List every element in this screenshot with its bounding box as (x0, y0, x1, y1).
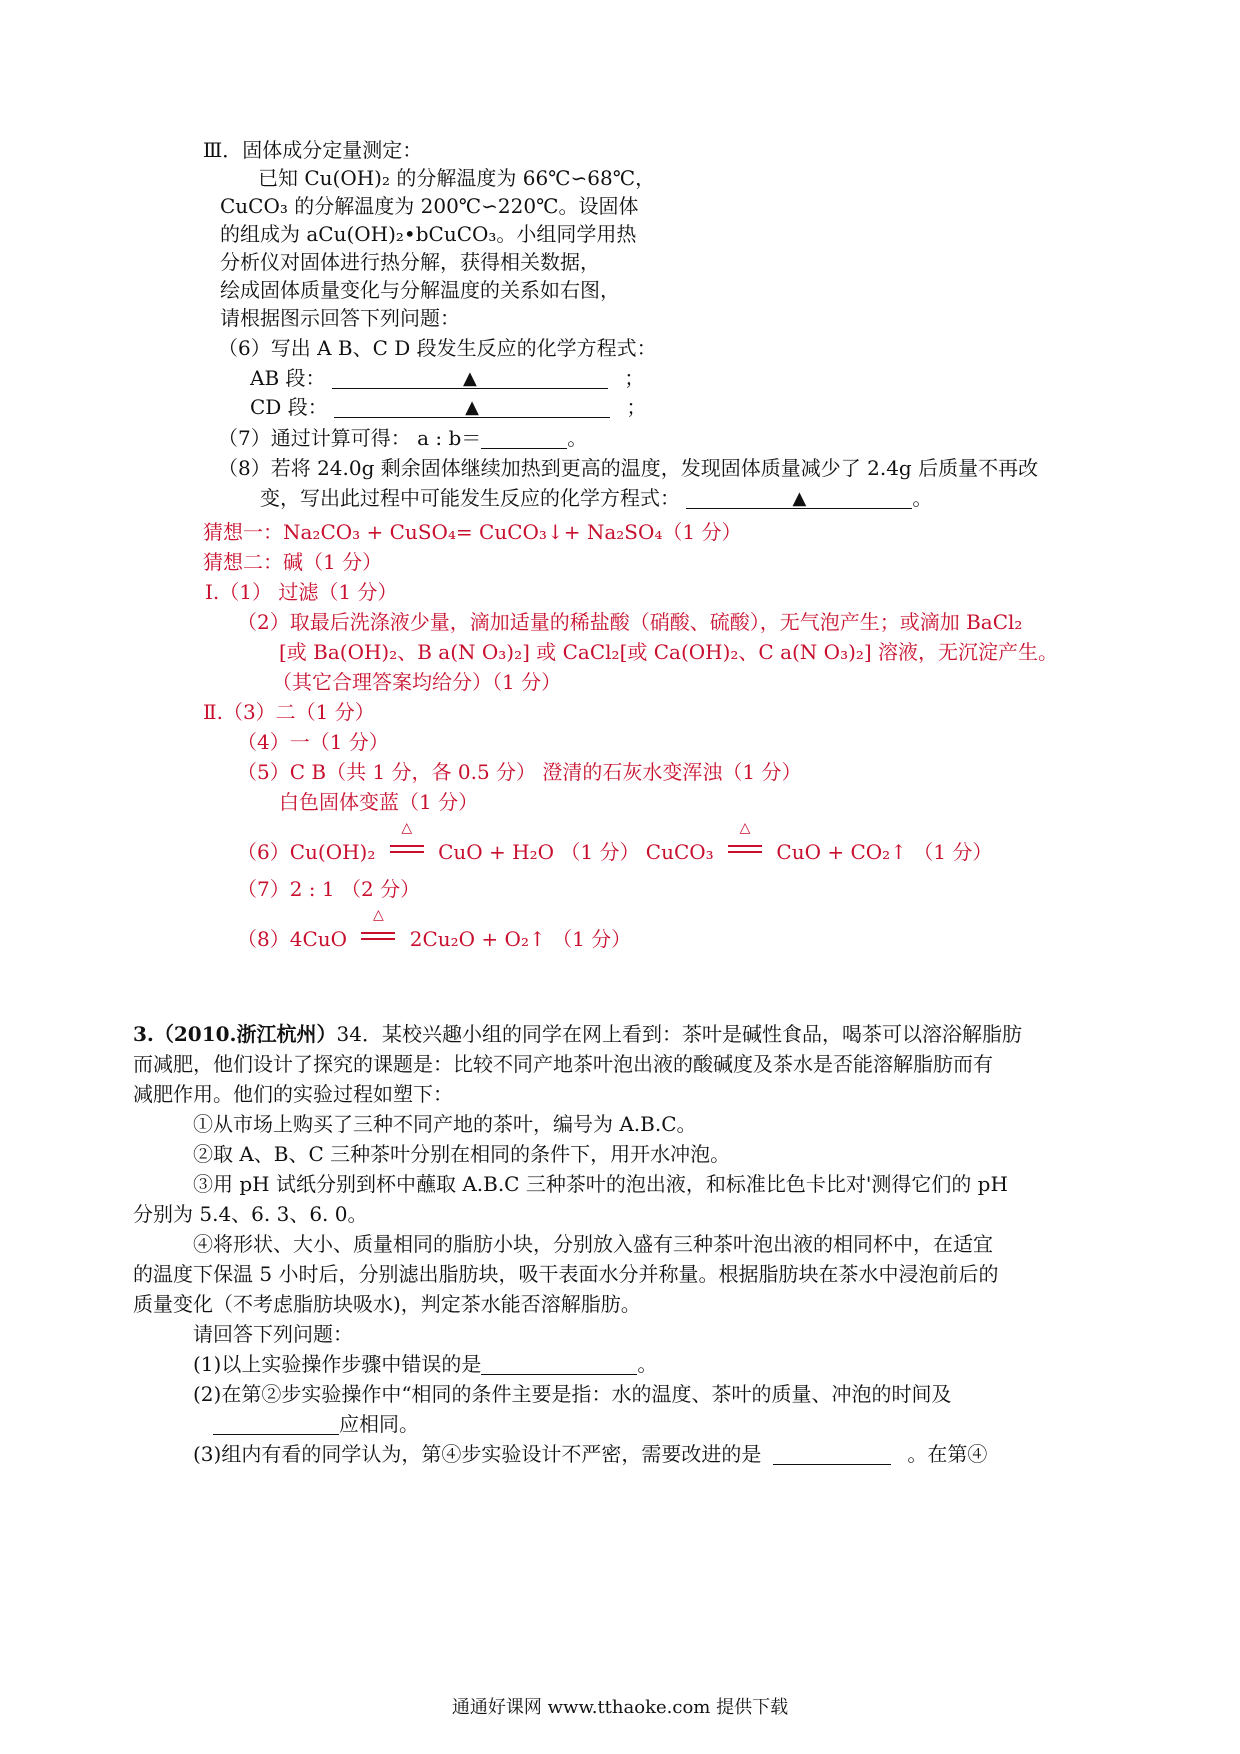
question-3-line-1 (133, 1020, 1022, 1048)
answer-blank-q8[interactable] (686, 488, 912, 509)
answer-blank-1[interactable] (481, 1354, 637, 1375)
step-3-line-2: 分别为 5.4、6. 3、6. 0。 (133, 1202, 368, 1226)
sub-question-text: 应相同。 (339, 1412, 419, 1436)
answer-blank-3[interactable] (773, 1444, 891, 1465)
paragraph-line: 绘成固体质量变化与分解温度的关系如右图， (220, 278, 620, 302)
step-4-line-3: 质量变化（不考虑脂肪块吸水)，判定茶水能否溶解脂肪。 (133, 1292, 641, 1316)
question-7-text: （7）通过计算可得： a : b＝ (218, 426, 482, 450)
sub-question-text: (3)组内有看的同学认为，第④步实验设计不严密，需要改进的是 (193, 1442, 762, 1466)
delta-symbol: △ (739, 820, 751, 836)
delta-symbol: △ (373, 907, 384, 923)
ab-label: AB 段： (250, 366, 326, 390)
section-heading: Ⅲ．固体成分定量测定： (203, 138, 423, 162)
sub-question-1 (193, 1350, 657, 1378)
period: 。 (912, 486, 933, 510)
answer-2-line-3: （其它合理答案均给分）（1 分） (272, 670, 562, 694)
answer-8 (237, 907, 632, 953)
answer-1: Ⅰ.（1） 过滤（1 分） (205, 580, 398, 604)
triangle-marker: ▲ (465, 397, 479, 418)
triangle-marker: ▲ (792, 488, 807, 509)
question-6-ab-line (250, 364, 644, 392)
equation-products: CuO + CO₂↑ （1 分） (776, 840, 993, 864)
period: 。 (637, 1352, 658, 1376)
equation-products: 2Cu₂O + O₂↑ （1 分） (409, 927, 632, 951)
triangle-marker: ▲ (462, 368, 477, 389)
step-4-line-2: 的温度下保温 5 小时后，分别滤出脂肪块，吸干表面水分并称量。根据脂肪块在茶水中浸泡前后的 (133, 1262, 999, 1286)
delta-symbol: △ (401, 820, 413, 836)
paragraph-line: 已知 Cu(OH)₂ 的分解温度为 66℃∽68℃， (258, 166, 656, 190)
sub-question-2-line-1: (2)在第②步实验操作中“相同的条件主要是指：水的温度、茶叶的质量、冲泡的时间及 (193, 1382, 952, 1406)
heating-equals-icon (726, 820, 764, 861)
answer-guess-1: 猜想一：Na₂CO₃ + CuSO₄= CuCO₃↓+ Na₂SO₄（1 分） (203, 520, 742, 544)
answer-4: （4）一（1 分） (237, 730, 389, 754)
question-8-line-1: （8）若将 24.0g 剩余固体继续加热到更高的温度，发现固体质量减少了 2.4g 后质量不再改 (218, 456, 1039, 480)
paragraph-line: 的组成为 aCu(OH)₂•bCuCO₃。小组同学用热 (220, 222, 637, 246)
answer-blank-cd[interactable] (334, 397, 610, 418)
semicolon: ； (624, 366, 645, 390)
step-3-line-1: ③用 pH 试纸分别到杯中蘸取 A.B.C 三种茶叶的泡出液，和标准比色卡比对'测得它们的 pH (193, 1172, 1008, 1196)
cd-label: CD 段： (250, 395, 328, 419)
answer-5-line-2: 白色固体变蓝（1 分） (279, 790, 479, 814)
sub-question-3 (193, 1440, 987, 1468)
paragraph-line: CuCO₃ 的分解温度为 200℃∽220℃。设固体 (220, 194, 639, 218)
question-3-line-2: 而减肥，他们设计了探究的课题是：比较不同产地茶叶泡出液的酸碱度及茶水是否能溶解脂肪而有 (133, 1052, 993, 1076)
answer-2-line-1: （2）取最后洗涤液少量，滴加适量的稀盐酸（硝酸、硫酸），无气泡产生；或滴加 BaCl₂ (237, 610, 1023, 634)
answer-5-line-1: （5）C B（共 1 分，各 0.5 分） 澄清的石灰水变浑浊（1 分） (237, 760, 802, 784)
sub-question-text: 。在第④ (907, 1442, 988, 1466)
answer-6 (237, 820, 993, 866)
heating-equals-icon (359, 907, 397, 948)
answer-prompt: 请回答下列问题： (193, 1322, 353, 1346)
question-6-cd-line (250, 393, 646, 421)
equation-products: CuO + H₂O （1 分） CuCO₃ (438, 840, 714, 864)
answer-guess-2: 猜想二：碱（1 分） (203, 550, 383, 574)
answer-2-line-2: [或 Ba(OH)₂、B a(N O₃)₂] 或 CaCl₂[或 Ca(OH)₂、C a(N O₃)₂] 溶液，无沉淀产生。 (279, 640, 1059, 664)
question-8-text: 变，写出此过程中可能发生反应的化学方程式： (260, 486, 680, 510)
answer-blank-2[interactable] (213, 1414, 339, 1435)
answer-blank-ab[interactable] (332, 368, 608, 389)
answer-7: （7）2 : 1 （2 分） (237, 877, 421, 901)
answer-blank-ratio[interactable] (481, 428, 567, 449)
page-footer: 通通好课网 www.tthaoke.com 提供下载 (451, 1697, 789, 1718)
period: 。 (567, 426, 588, 450)
sub-question-2-line-2 (213, 1410, 419, 1438)
step-1: ①从市场上购买了三种不同产地的茶叶，编号为 A.B.C。 (193, 1112, 697, 1136)
question-7 (218, 424, 587, 452)
question-6: （6）写出 A B、C D 段发生反应的化学方程式： (218, 336, 657, 360)
paragraph-line: 分析仪对固体进行热分解，获得相关数据， (220, 250, 600, 274)
question-source: 3.（2010.浙江杭州） (133, 1022, 337, 1046)
question-3-line-3: 减肥作用。他们的实验过程如塑下： (133, 1082, 453, 1106)
answer-3: Ⅱ.（3）二（1 分） (203, 700, 375, 724)
question-8-line-2 (260, 484, 932, 512)
semicolon: ； (626, 395, 647, 419)
equation-reactant: （8）4CuO (237, 927, 348, 951)
equation-reactant: （6）Cu(OH)₂ (237, 840, 376, 864)
heating-equals-icon (388, 820, 426, 861)
sub-question-text: (1)以上实验操作步骤中错误的是 (193, 1352, 482, 1376)
step-2: ②取 A、B、C 三种茶叶分别在相同的条件下，用开水冲泡。 (193, 1142, 731, 1166)
step-4-line-1: ④将形状、大小、质量相同的脂肪小块，分别放入盛有三种茶叶泡出液的相同杯中，在适宜 (193, 1232, 993, 1256)
paragraph-line: 请根据图示回答下列问题： (220, 306, 460, 330)
question-text: 34．某校兴趣小组的同学在网上看到：茶叶是碱性食品，喝茶可以溶浴解脂肪 (336, 1022, 1022, 1046)
